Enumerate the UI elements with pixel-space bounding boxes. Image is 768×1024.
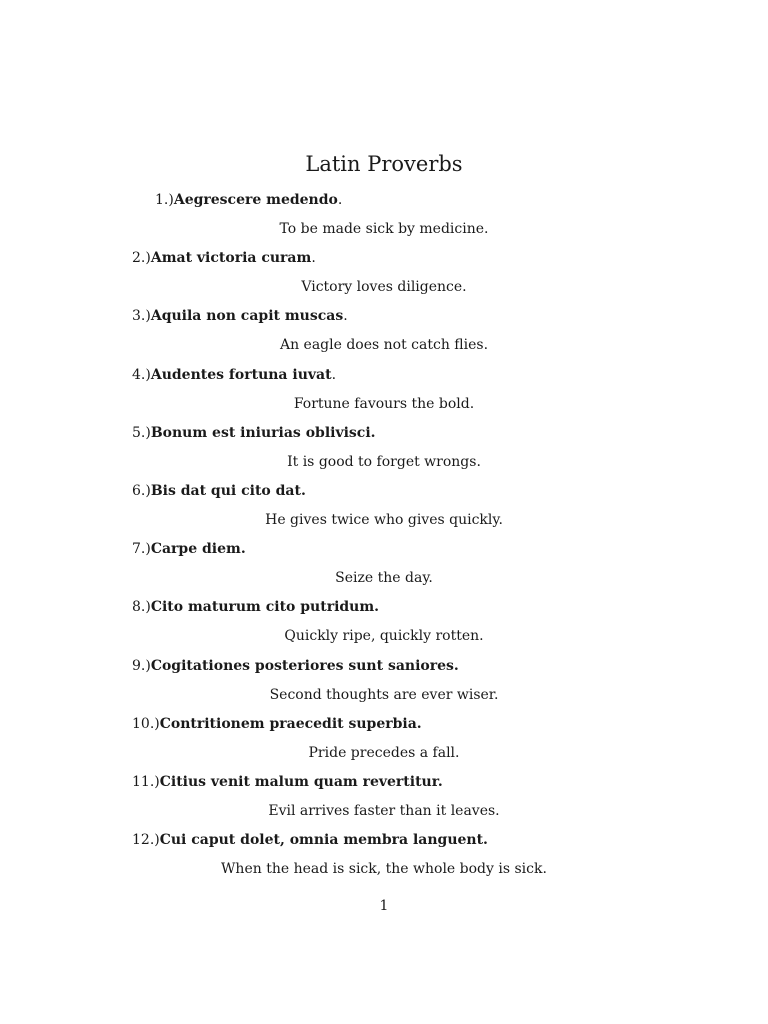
proverb-translation: Seize the day. [335,570,433,587]
proverb-number: 4.) [132,366,151,383]
proverb-entry [0,539,768,597]
proverb-line [132,830,488,850]
proverb-line [132,423,376,443]
proverb-latin: Bonum est iniurias oblivisci. [150,424,376,441]
page-number: 1 [379,898,389,914]
proverb-list [0,190,768,888]
proverb-entry [0,772,768,830]
proverb-translation: He gives twice who gives quickly. [265,511,503,528]
proverb-trail: . [331,366,337,383]
proverb-latin: Aegrescere medendo [173,192,338,208]
proverb-number: 11.) [132,773,160,790]
proverb-number: 10.) [132,715,160,732]
proverb-line [132,772,443,792]
proverb-number: 8.) [132,599,151,616]
proverb-entry [0,481,768,539]
proverb-entry [0,423,768,481]
proverb-translation: It is good to forget wrongs. [287,453,481,470]
proverb-latin: Cui caput dolet, omnia membra languent. [159,832,488,849]
proverb-entry [0,190,768,248]
proverb-line [132,248,316,268]
proverb-line [155,190,342,210]
proverb-latin: Carpe diem. [150,541,246,558]
proverb-latin: Amat victoria curam [150,250,312,267]
document-title: Latin Proverbs [305,152,463,176]
proverb-translation: Quickly ripe, quickly rotten. [284,628,484,645]
proverb-number: 9.) [132,657,151,674]
proverb-line [132,597,379,617]
proverb-translation: Fortune favours the bold. [293,395,475,412]
proverb-number: 2.) [132,250,151,267]
proverb-number: 7.) [132,541,151,558]
proverb-number: 1.) [155,192,174,208]
proverb-translation: Pride precedes a fall. [308,744,460,761]
proverb-entry [0,830,768,888]
proverb-translation: When the head is sick, the whole body is sick. [221,861,547,878]
proverb-trail: . [311,250,316,267]
proverb-line [132,539,246,559]
proverb-translation: To be made sick by medicine. [279,221,489,237]
proverb-trail: . [343,308,348,325]
proverb-line [132,481,306,501]
proverb-line [132,714,422,734]
proverb-latin: Audentes fortuna iuvat [150,366,332,383]
proverb-number: 5.) [132,424,151,441]
proverb-number: 12.) [132,832,160,849]
proverb-entry [0,597,768,655]
proverb-latin: Aquila non capit muscas [150,308,344,325]
proverb-latin: Contritionem praecedit superbia. [159,715,422,732]
proverb-line [132,656,459,676]
proverb-latin: Cito maturum cito putridum. [150,599,380,616]
proverb-translation: Victory loves diligence. [301,279,467,296]
proverb-entry [0,365,768,423]
proverb-latin: Bis dat qui cito dat. [150,482,306,499]
proverb-translation: Second thoughts are ever wiser. [269,686,499,703]
proverb-latin: Cogitationes posteriores sunt saniores. [150,657,459,674]
proverb-entry [0,714,768,772]
proverb-translation: Evil arrives faster than it leaves. [268,802,500,819]
proverb-entry [0,656,768,714]
proverb-entry [0,306,768,364]
proverb-number: 6.) [132,482,151,499]
proverb-line [132,306,348,326]
proverb-entry [0,248,768,306]
proverb-translation: An eagle does not catch flies. [279,337,489,354]
proverb-line [132,365,336,385]
proverb-trail: . [337,192,343,208]
proverb-number: 3.) [132,308,151,325]
proverb-latin: Citius venit malum quam revertitur. [159,773,443,790]
